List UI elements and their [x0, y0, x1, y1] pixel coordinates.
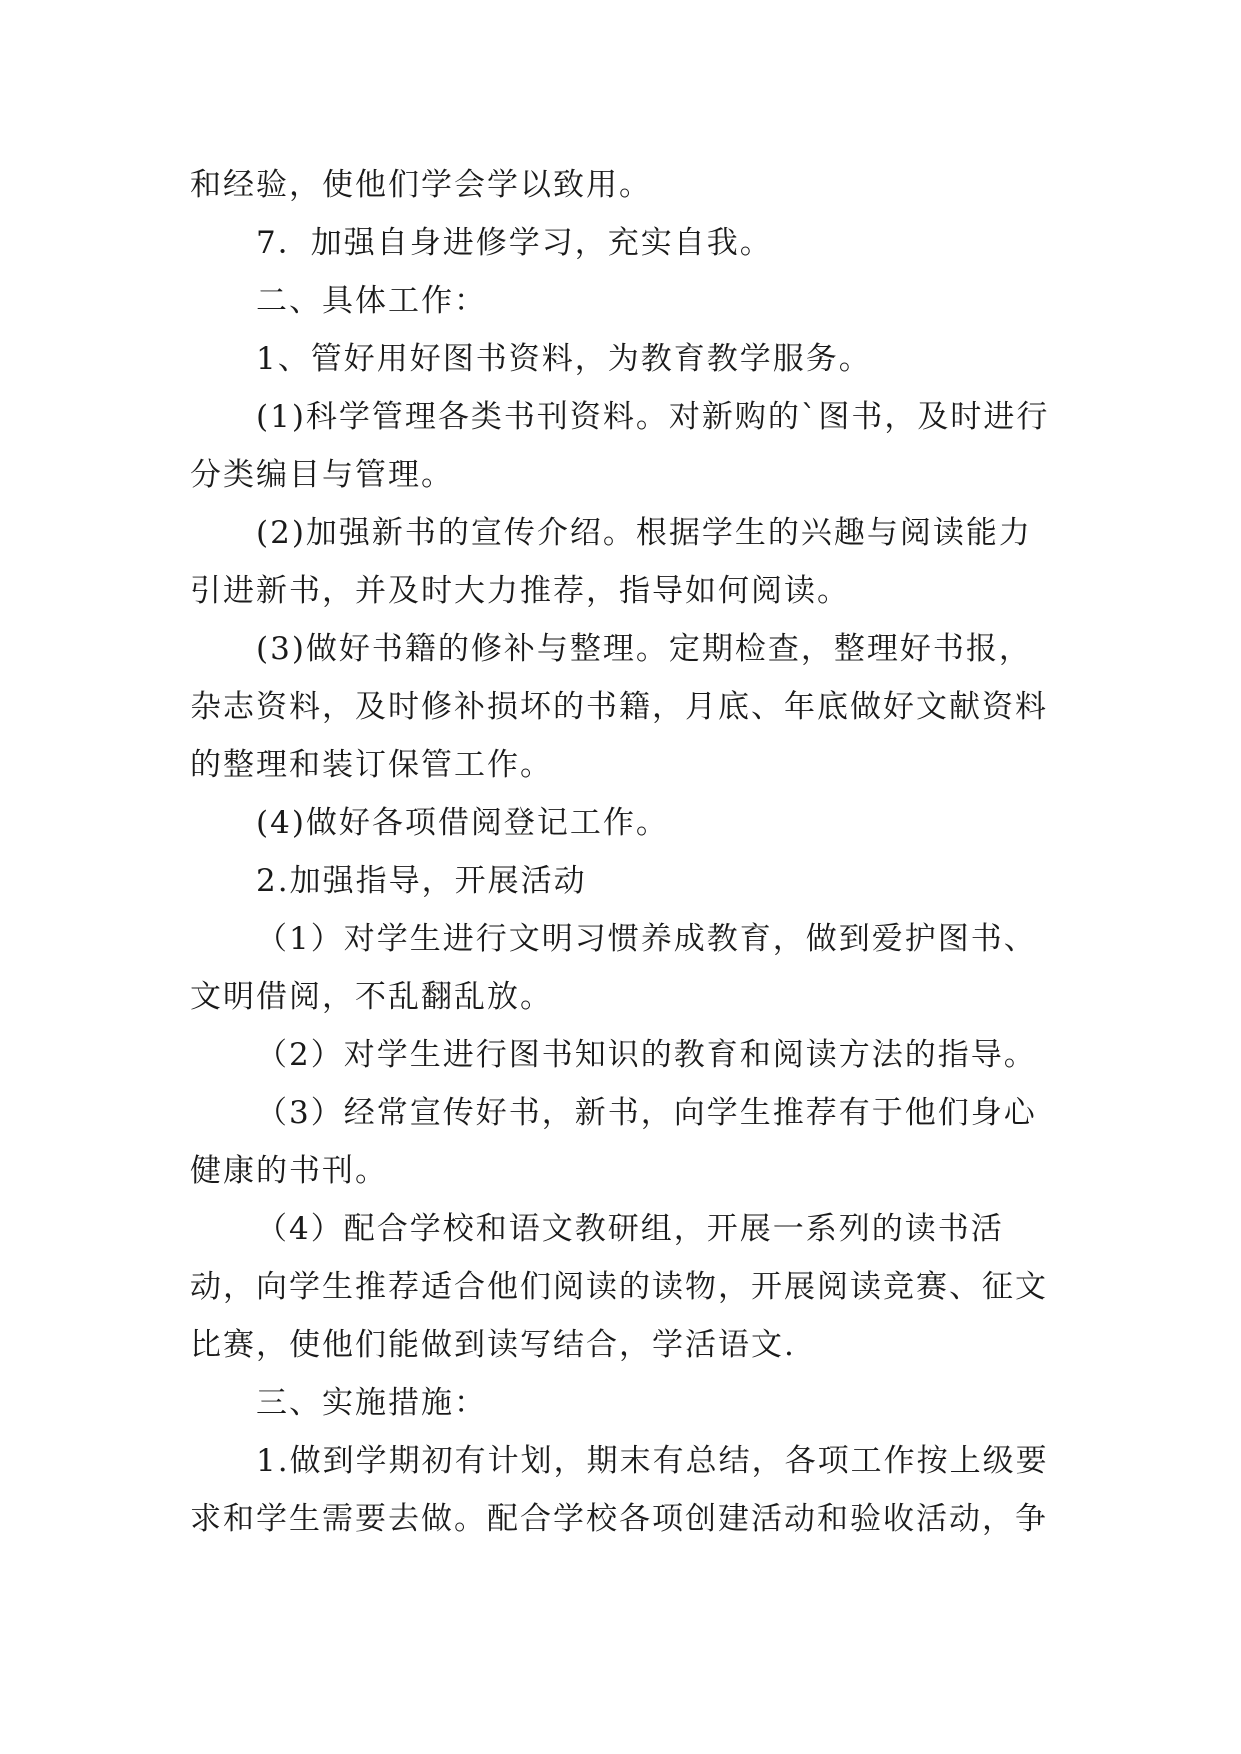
paragraph-subitem-3: (3)做好书籍的修补与整理。定期检查，整理好书报，杂志资料，及时修补损坏的书籍，月底、年底做好文献资料的整理和装订保管工作。 [190, 631, 1048, 783]
paragraph-activity-3: （3）经常宣传好书，新书，向学生推荐有于他们身心健康的书刊。 [190, 1095, 1037, 1189]
paragraph-activity-1: （1）对学生进行文明习惯养成教育，做到爱护图书、文明借阅，不乱翻乱放。 [190, 921, 1037, 1015]
section-heading-2: 二、具体工作： [256, 283, 487, 319]
paragraph-continuation: 和经验，使他们学会学以致用。 [190, 167, 652, 203]
paragraph-subitem-1: (1)科学管理各类书刊资料。对新购的`图书，及时进行分类编目与管理。 [190, 399, 1050, 493]
paragraph-subitem-2: (2)加强新书的宣传介绍。根据学生的兴趣与阅读能力引进新书，并及时大力推荐，指导如何阅读。 [190, 515, 1032, 609]
paragraph-activity-2: （2）对学生进行图书知识的教育和阅读方法的指导。 [256, 1037, 1037, 1073]
document-body [190, 156, 1062, 1548]
paragraph-activity-4: （4）配合学校和语文教研组，开展一系列的读书活动，向学生推荐适合他们阅读的读物，开展阅读竞赛、征文比赛，使他们能做到读写结合，学活语文. [190, 1211, 1048, 1363]
paragraph-measure-1: 1.做到学期初有计划，期末有总结，各项工作按上级要求和学生需要去做。配合学校各项创建活动和验收活动，争 [190, 1443, 1049, 1537]
paragraph-item-2: 2.加强指导，开展活动 [256, 863, 587, 899]
paragraph-item-7: 7．加强自身进修学习，充实自我。 [256, 225, 773, 261]
paragraph-item-1: 1、管好用好图书资料，为教育教学服务。 [256, 341, 872, 377]
section-heading-3: 三、实施措施： [256, 1385, 487, 1421]
paragraph-subitem-4: (4)做好各项借阅登记工作。 [256, 805, 669, 841]
